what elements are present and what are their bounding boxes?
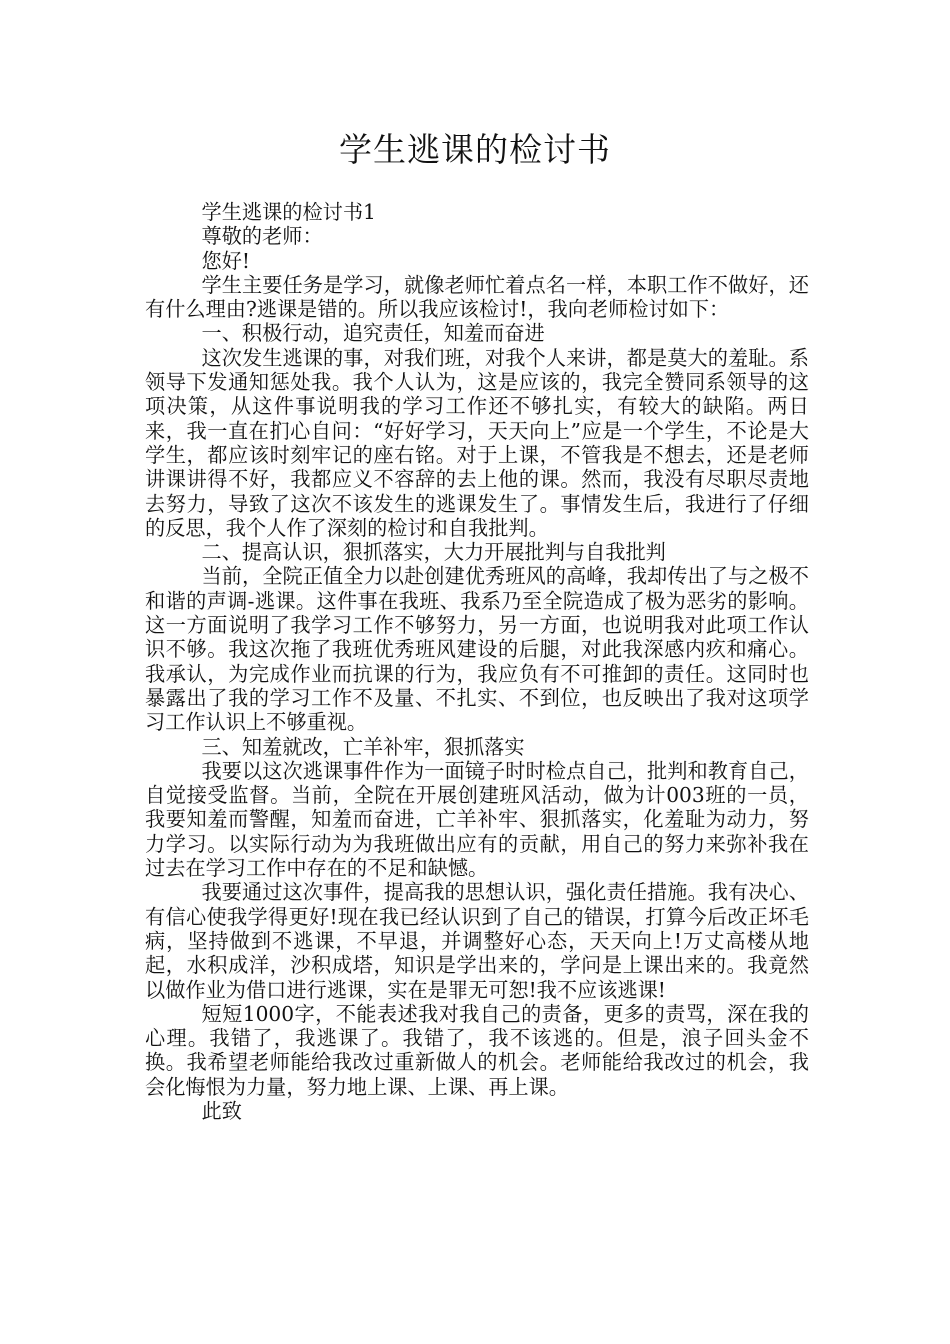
document-title: 学生逃课的检讨书 (339, 130, 611, 169)
greeting: 您好! (201, 248, 251, 273)
closing-salute: 此致 (201, 1098, 242, 1123)
section-3-paragraph-2: 我要通过这次事件，提高我的思想认识，强化责任措施。我有决心、有信心使我学得更好!现在我已经认识到了自己的错误，打算今后改正坏毛病，坚持做到不逃课，不早退，并调整好心态，天天向上!万丈高楼从地起，水积成洋，沙积成塔，知识是学出来的，学问是上课出来的。我竟然以做作业为借口进行逃课，实在是罪无可恕!我不应该逃课! (145, 880, 809, 1002)
subtitle-line: 学生逃课的检讨书1 (201, 200, 376, 224)
section-3-paragraph-1: 我要以这次逃课事件作为一面镜子时时检点自己，批判和教育自己，自觉接受监督。当前，全院在开展创建班风活动，做为计003班的一员，我要知羞而警醒，知羞而奋进，亡羊补牢、狠抓落实，化羞耻为动力，努力学习。以实际行动为为我班做出应有的贡献，用自己的努力来弥补我在过去在学习工作中存在的不足和缺憾。 (145, 758, 809, 881)
section-2-paragraph: 当前，全院正值全力以赴创建优秀班风的高峰，我却传出了与之极不和谐的声调-逃课。这件事在我班、我系乃至全院造成了极为恶劣的影响。这一方面说明了我学习工作不够努力，另一方面，也说明我对此项工作认识不够。我这次拖了我班优秀班风建设的后腿，对此我深感内疚和痛心。我承认，为完成作业而抗课的行为，我应负有不可推卸的责任。这同时也暴露出了我的学习工作不及量、不扎实、不到位，也反映出了我对这项学习工作认识上不够重视。 (145, 564, 809, 735)
closing-paragraph: 短短1000字，不能表述我对我自己的责备，更多的责骂，深在我的心理。我错了，我逃课了。我错了，我不该逃的。但是，浪子回头金不换。我希望老师能给我改过重新做人的机会。老师能给我改过的机会，我会化悔恨为力量，努力地上课、上课、再上课。 (145, 1001, 809, 1099)
salutation: 尊敬的老师： (201, 224, 323, 249)
section-heading-3: 三、知羞就改，亡羊补牢，狠抓落实 (201, 734, 525, 759)
section-heading-2: 二、提高认识，狠抓落实，大力开展批判与自我批判 (201, 540, 666, 565)
section-1-paragraph: 这次发生逃课的事，对我们班，对我个人来讲，都是莫大的羞耻。系领导下发通知惩处我。我个人认为，这是应该的，我完全赞同系领导的这项决策，从这件事说明我的学习工作还不够扎实，有较大的缺陷。两日来，我一直在扪心自问：“好好学习，天天向上”应是一个学生，不论是大学生，都应该时刻牢记的座右铭。对于上课，不管我是不想去，还是老师讲课讲得不好，我都应义不容辞的去上他的课。然而，我没有尽职尽责地去努力，导致了这次不该发生的逃课发生了。事情发生后，我进行了仔细的反思，我个人作了深刻的检讨和自我批判。 (145, 345, 809, 540)
document-body (145, 200, 809, 1123)
section-heading-1: 一、积极行动，追究责任，知羞而奋进 (201, 321, 545, 346)
intro-paragraph: 学生主要任务是学习，就像老师忙着点名一样，本职工作不做好，还有什么理由?逃课是错的。所以我应该检讨!，我向老师检讨如下： (145, 272, 809, 322)
